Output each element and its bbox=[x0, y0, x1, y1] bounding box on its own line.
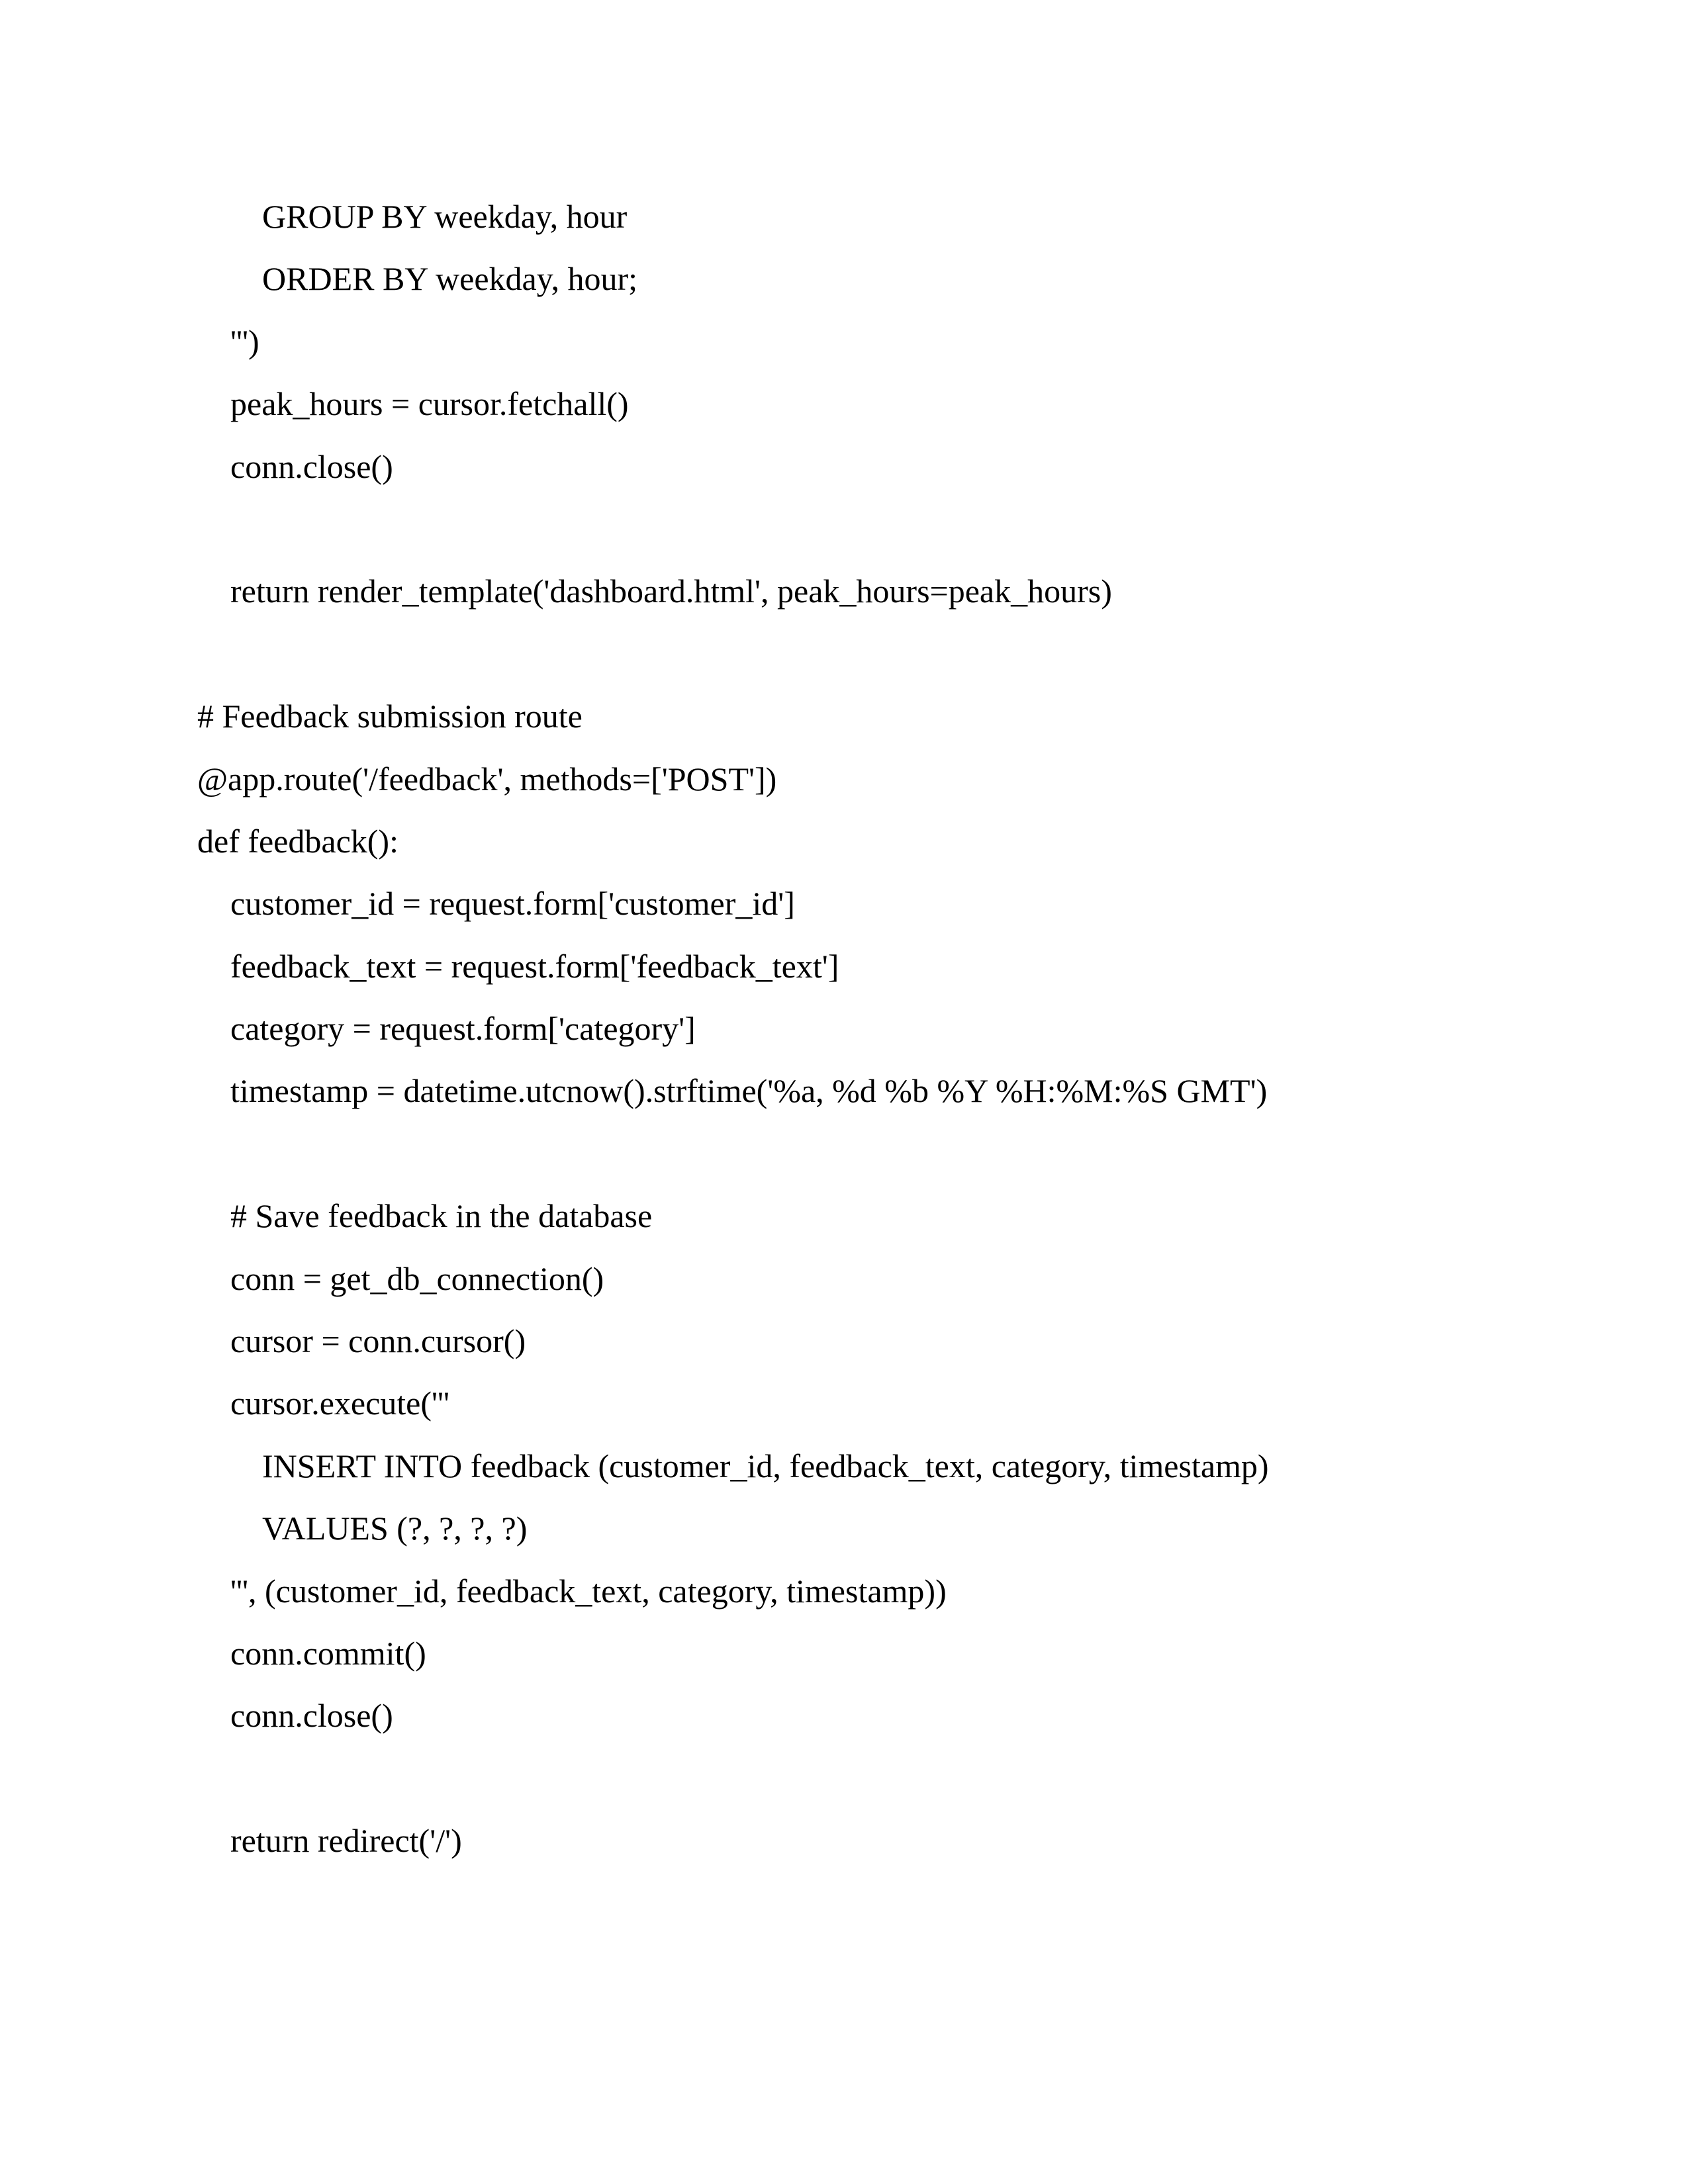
code-line: conn.close() bbox=[230, 447, 393, 485]
code-line: conn.commit() bbox=[230, 1634, 426, 1672]
code-line: @app.route('/feedback', methods=['POST']) bbox=[197, 760, 777, 797]
code-line: ''', (customer_id, feedback_text, category, timestamp)) bbox=[230, 1572, 947, 1610]
code-line: cursor = conn.cursor() bbox=[230, 1322, 526, 1360]
code-line: cursor.execute(''' bbox=[230, 1385, 450, 1422]
blank-line bbox=[0, 1122, 1688, 1185]
code-line: return redirect('/') bbox=[230, 1822, 462, 1860]
code-line: # Save feedback in the database bbox=[230, 1197, 653, 1235]
code-line: customer_id = request.form['customer_id'] bbox=[230, 885, 795, 923]
code-line: ORDER BY weekday, hour; bbox=[262, 260, 638, 298]
code-line: peak_hours = cursor.fetchall() bbox=[230, 385, 629, 423]
code-line: # Feedback submission route bbox=[197, 698, 583, 735]
code-line: feedback_text = request.form['feedback_text'] bbox=[230, 947, 839, 985]
code-listing bbox=[0, 185, 1688, 1872]
blank-line bbox=[0, 498, 1688, 560]
code-line: GROUP BY weekday, hour bbox=[262, 198, 628, 235]
blank-line bbox=[0, 623, 1688, 685]
code-line: conn.close() bbox=[230, 1697, 393, 1735]
code-line: def feedback(): bbox=[197, 822, 399, 860]
code-line: timestamp = datetime.utcnow().strftime('%a, %d %b %Y %H:%M:%S GMT') bbox=[230, 1072, 1268, 1110]
code-line: category = request.form['category'] bbox=[230, 1010, 696, 1048]
code-line: INSERT INTO feedback (customer_id, feedback_text, category, timestamp) bbox=[262, 1447, 1269, 1484]
code-line: conn = get_db_connection() bbox=[230, 1259, 604, 1297]
code-line: return render_template('dashboard.html', peak_hours=peak_hours) bbox=[230, 572, 1112, 610]
code-line: VALUES (?, ?, ?, ?) bbox=[262, 1510, 528, 1547]
code-line: ''') bbox=[230, 322, 259, 360]
blank-line bbox=[0, 1747, 1688, 1809]
